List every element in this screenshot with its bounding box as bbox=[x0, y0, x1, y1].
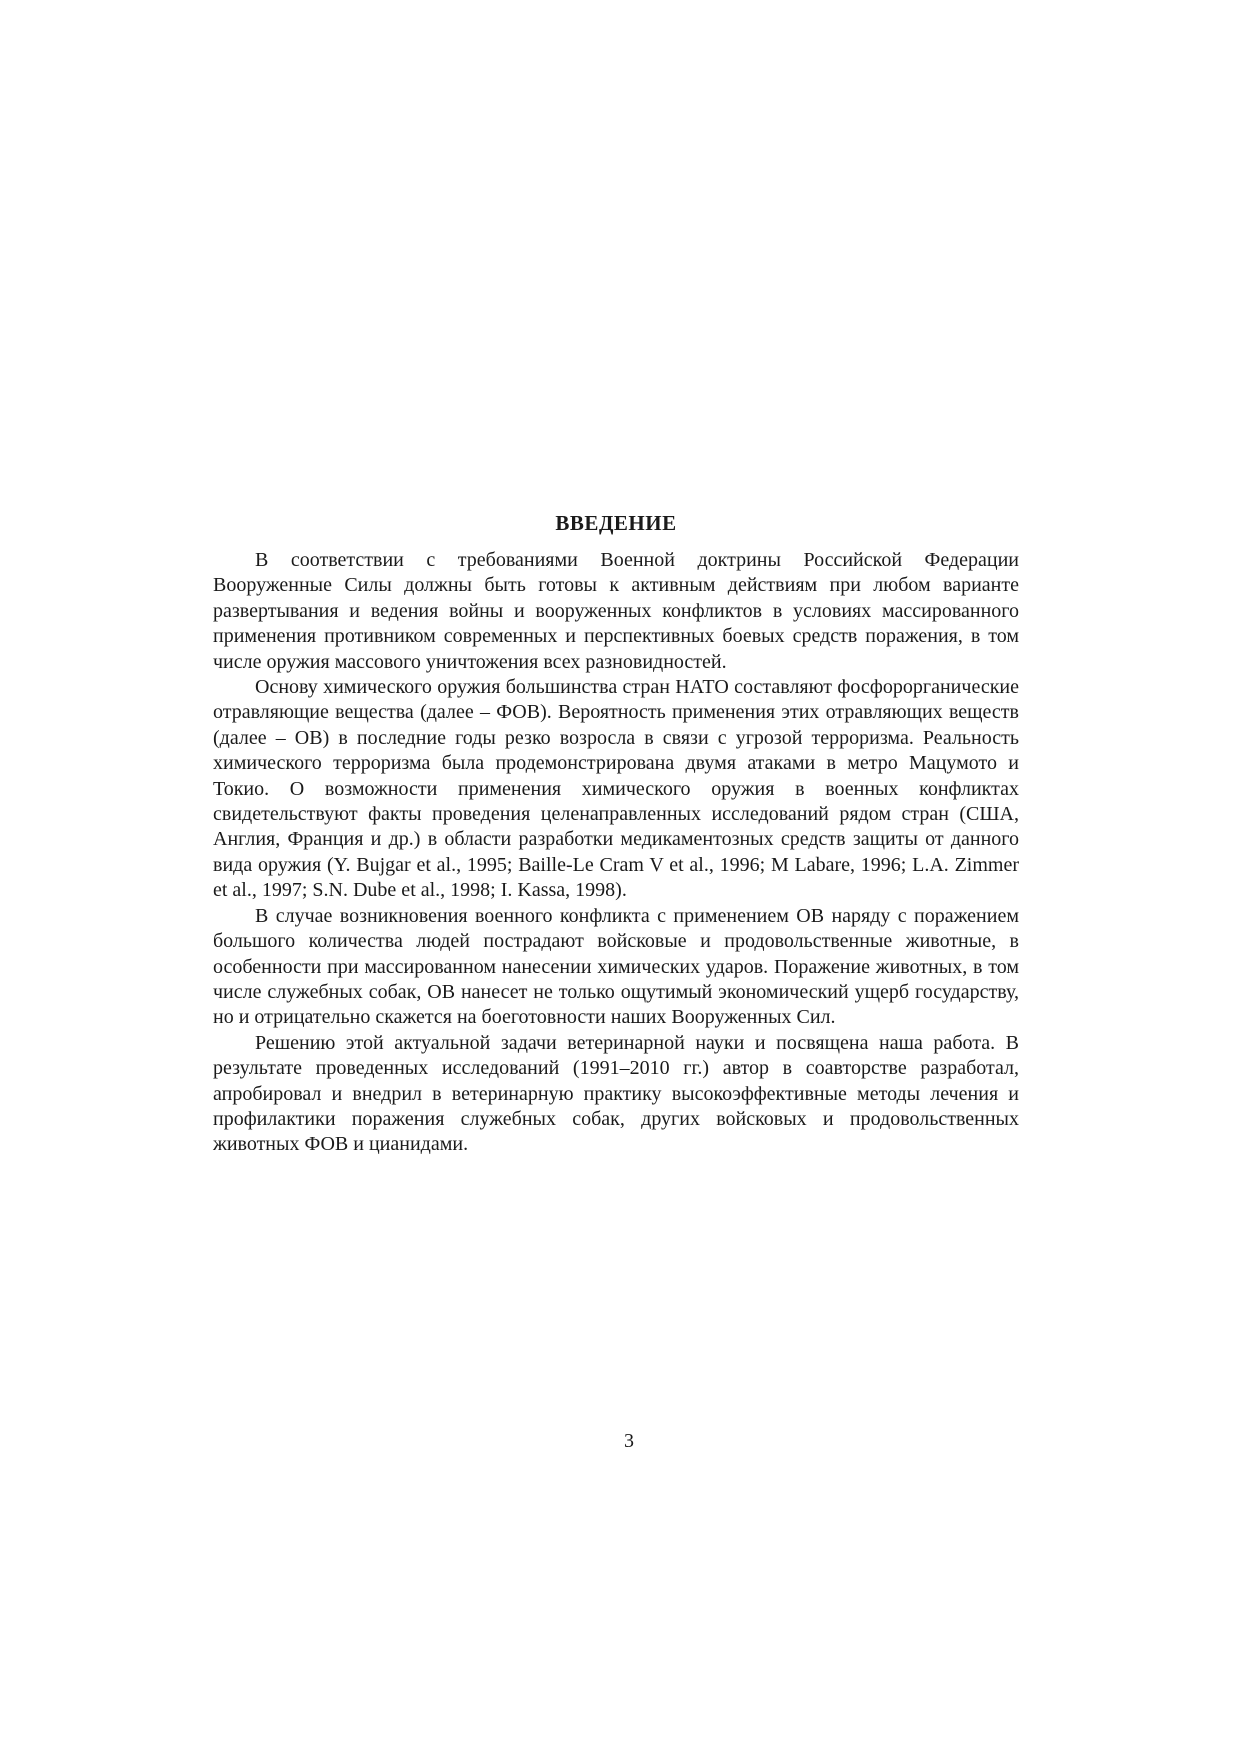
paragraph-3: В случае возникновения военного конфликта с применением ОВ наряду с поражением большого количества людей пострадают войсковые и продовольственные животные, в особенности при массированном нанесении химических ударов. Поражение животных, в том числе служебных собак, ОВ нанесет не только ощутимый экономический ущерб государству, но и отрицательно скажется на боеготовности наших Вооруженных Сил. bbox=[213, 904, 1019, 1029]
paragraph-2: Основу химического оружия большинства стран НАТО составляют фосфорорганические отравляющие вещества (далее – ФОВ). Вероятность применения этих отравляющих веществ (далее – ОВ) в последние годы резко возросла в связи с угрозой терроризма. Реальность химического терроризма была продемонстрирована двумя атаками в метро Мацумото и Токио. О возможности применения химического оружия в военных конфликтах свидетельствуют факты проведения целенаправленных исследований рядом стран (США, Англия, Франция и др.) в области разработки медикаментозных средств защиты от данного вида оружия (Y. Bujgar et al., 1995; Baille-Le Cram V et al., 1996; M Labare, 1996; L.A. Zimmer et al., 1997; S.N. Dube et al., 1998; I. Kassa, 1998). bbox=[213, 676, 1019, 902]
text-body bbox=[213, 510, 1019, 1158]
paragraph-4: Решению этой актуальной задачи ветеринарной науки и посвящена наша работа. В результате проведенных исследований (1991–2010 гг.) автор в соавторстве разработал, апробировал и внедрил в ветеринарную практику высокоэффективные методы лечения и профилактики поражения служебных собак, других войсковых и продовольственных животных ФОВ и цианидами. bbox=[213, 1031, 1019, 1156]
paragraph-1: В соответствии с требованиями Военной доктрины Российской Федерации Вооруженные Силы должны быть готовы к активным действиям при любом варианте развертывания и ведения войны и вооруженных конфликтов в условиях массированного применения противником современных и перспективных боевых средств поражения, в том числе оружия массового уничтожения всех разновидностей. bbox=[213, 549, 1019, 673]
page-number: 3 bbox=[624, 1430, 634, 1452]
page-title: ВВЕДЕНИЕ bbox=[555, 511, 677, 535]
